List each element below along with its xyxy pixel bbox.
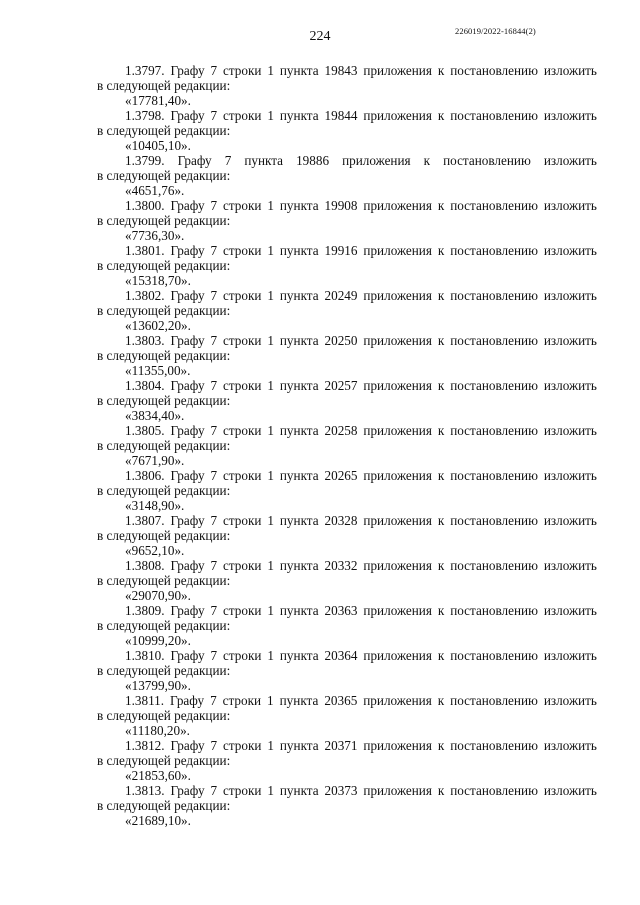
- instruction-word: пункта: [279, 63, 319, 78]
- continuation-text: в следующей редакции:: [97, 348, 231, 363]
- instruction-word: изложить: [543, 108, 597, 123]
- new-value: «3834,40».: [125, 408, 185, 423]
- instruction-word: постановлению: [450, 243, 538, 258]
- item-number: 1.3811.: [125, 693, 165, 708]
- item-number: 1.3806.: [125, 468, 165, 483]
- instruction-word: к: [437, 648, 445, 663]
- amendment-item: [97, 288, 597, 333]
- new-value: «4651,76».: [125, 183, 185, 198]
- item-number: 1.3807.: [125, 513, 165, 528]
- item-number: 1.3800.: [125, 198, 165, 213]
- instruction-word: Графу: [177, 153, 212, 168]
- instruction-word: строки: [222, 333, 262, 348]
- instruction-word: 7: [210, 558, 218, 573]
- continuation-text: в следующей редакции:: [97, 663, 231, 678]
- instruction-word: постановлению: [450, 648, 538, 663]
- instruction-word: пункта: [279, 378, 319, 393]
- page-number: 224: [309, 29, 331, 44]
- item-number: 1.3805.: [125, 423, 165, 438]
- new-value: «29070,90».: [125, 588, 191, 603]
- instruction-word: 1: [267, 693, 274, 708]
- new-value: «10999,20».: [125, 633, 191, 648]
- instruction-word: строки: [222, 513, 262, 528]
- instruction-word: изложить: [543, 423, 597, 438]
- instruction-word: 7: [210, 603, 218, 618]
- continuation-text: в следующей редакции:: [97, 573, 231, 588]
- continuation-text: в следующей редакции:: [97, 438, 231, 453]
- instruction-word: 7: [210, 198, 218, 213]
- instruction-word: 1: [267, 243, 274, 258]
- instruction-word: 1: [267, 333, 274, 348]
- instruction-word: Графу: [170, 603, 205, 618]
- amendment-instruction-line: [97, 648, 597, 663]
- instruction-word: изложить: [543, 558, 597, 573]
- instruction-word: Графу: [170, 423, 205, 438]
- instruction-word: 7: [210, 423, 218, 438]
- instruction-word: Графу: [170, 783, 205, 798]
- amendment-instruction-line: [97, 198, 597, 213]
- instruction-word: 1: [267, 558, 274, 573]
- instruction-word: пункта: [279, 198, 319, 213]
- instruction-word: 7: [210, 333, 218, 348]
- instruction-word: 7: [210, 63, 218, 78]
- new-value: «15318,70».: [125, 273, 191, 288]
- instruction-word: приложения: [363, 333, 432, 348]
- instruction-word: строки: [222, 423, 262, 438]
- item-number: 1.3810.: [125, 648, 165, 663]
- new-value: «13602,20».: [125, 318, 191, 333]
- instruction-word: строки: [222, 243, 262, 258]
- amendment-item: [97, 783, 597, 828]
- instruction-word: приложения: [363, 63, 432, 78]
- instruction-word: постановлению: [450, 333, 538, 348]
- instruction-word: пункта: [279, 333, 319, 348]
- instruction-word: строки: [222, 198, 262, 213]
- instruction-word: Графу: [170, 333, 205, 348]
- instruction-word: приложения: [363, 693, 432, 708]
- instruction-word: 1: [267, 288, 274, 303]
- continuation-text: в следующей редакции:: [97, 528, 231, 543]
- instruction-word: 20257: [324, 378, 358, 393]
- new-value: «7671,90».: [125, 453, 185, 468]
- item-number: 1.3802.: [125, 288, 165, 303]
- instruction-word: к: [437, 738, 445, 753]
- new-value: «7736,30».: [125, 228, 185, 243]
- instruction-word: приложения: [363, 648, 432, 663]
- item-number: 1.3808.: [125, 558, 165, 573]
- instruction-word: 20373: [324, 783, 358, 798]
- instruction-word: 1: [267, 423, 274, 438]
- amendment-instruction-line: [97, 783, 597, 798]
- amendment-instruction-line: [97, 558, 597, 573]
- amendment-item: [97, 243, 597, 288]
- amendment-item: [97, 378, 597, 423]
- instruction-word: постановлению: [450, 783, 538, 798]
- instruction-word: Графу: [170, 468, 205, 483]
- instruction-word: к: [437, 603, 445, 618]
- instruction-word: 20250: [324, 333, 358, 348]
- instruction-word: строки: [222, 603, 262, 618]
- instruction-word: пункта: [279, 783, 319, 798]
- instruction-word: к: [437, 378, 445, 393]
- instruction-word: строки: [222, 288, 262, 303]
- amendment-item: [97, 558, 597, 603]
- document-id: 226019/2022-16844(2): [455, 26, 536, 36]
- instruction-word: 7: [210, 783, 218, 798]
- instruction-word: приложения: [363, 738, 432, 753]
- item-number: 1.3812.: [125, 738, 165, 753]
- instruction-word: приложения: [363, 378, 432, 393]
- continuation-text: в следующей редакции:: [97, 213, 231, 228]
- instruction-word: к: [437, 333, 445, 348]
- instruction-word: к: [437, 423, 445, 438]
- instruction-word: 1: [267, 468, 274, 483]
- instruction-word: строки: [222, 468, 262, 483]
- amendment-instruction-line: [97, 603, 597, 618]
- instruction-word: постановлению: [450, 558, 538, 573]
- instruction-word: пункта: [279, 513, 319, 528]
- instruction-word: пункта: [279, 243, 319, 258]
- item-number: 1.3801.: [125, 243, 165, 258]
- instruction-word: строки: [222, 63, 262, 78]
- amendment-item: [97, 693, 597, 738]
- new-value: «10405,10».: [125, 138, 191, 153]
- amendment-item: [97, 153, 597, 198]
- instruction-word: изложить: [543, 783, 597, 798]
- instruction-word: 7: [210, 108, 218, 123]
- instruction-word: 20371: [324, 738, 358, 753]
- instruction-word: 1: [267, 513, 274, 528]
- instruction-word: 20258: [324, 423, 358, 438]
- instruction-word: к: [437, 513, 445, 528]
- instruction-word: к: [437, 468, 445, 483]
- amendment-instruction-line: [97, 423, 597, 438]
- instruction-word: пункта: [279, 108, 319, 123]
- instruction-word: изложить: [543, 243, 597, 258]
- instruction-word: 1: [267, 108, 274, 123]
- instruction-word: 1: [267, 378, 274, 393]
- instruction-word: 7: [210, 468, 218, 483]
- continuation-text: в следующей редакции:: [97, 753, 231, 768]
- instruction-word: 7: [210, 513, 218, 528]
- instruction-word: 1: [267, 603, 274, 618]
- instruction-word: к: [437, 288, 445, 303]
- instruction-word: постановлению: [450, 738, 538, 753]
- instruction-word: Графу: [170, 108, 205, 123]
- instruction-word: 7: [210, 288, 218, 303]
- instruction-word: 7: [210, 378, 218, 393]
- instruction-word: пункта: [279, 558, 319, 573]
- instruction-word: пункта: [279, 693, 319, 708]
- instruction-word: постановлению: [450, 468, 538, 483]
- amendment-item: [97, 468, 597, 513]
- instruction-word: приложения: [363, 468, 432, 483]
- instruction-word: Графу: [170, 513, 205, 528]
- new-value: «13799,90».: [125, 678, 191, 693]
- continuation-text: в следующей редакции:: [97, 483, 231, 498]
- instruction-word: к: [423, 153, 431, 168]
- instruction-word: изложить: [543, 378, 597, 393]
- instruction-word: 1: [267, 63, 274, 78]
- continuation-text: в следующей редакции:: [97, 78, 231, 93]
- instruction-word: Графу: [170, 378, 205, 393]
- instruction-word: пункта: [279, 603, 319, 618]
- amendment-item: [97, 738, 597, 783]
- continuation-text: в следующей редакции:: [97, 123, 231, 138]
- instruction-word: приложения: [363, 108, 432, 123]
- instruction-word: 19843: [324, 63, 358, 78]
- instruction-word: постановлению: [450, 198, 538, 213]
- instruction-word: постановлению: [450, 693, 538, 708]
- amendment-instruction-line: [97, 378, 597, 393]
- item-number: 1.3798.: [125, 108, 165, 123]
- instruction-word: пункта: [279, 468, 319, 483]
- instruction-word: 20265: [324, 468, 358, 483]
- instruction-word: изложить: [543, 603, 597, 618]
- instruction-word: 19844: [324, 108, 358, 123]
- instruction-word: приложения: [363, 243, 432, 258]
- item-number: 1.3797.: [125, 63, 165, 78]
- continuation-text: в следующей редакции:: [97, 708, 231, 723]
- instruction-word: Графу: [170, 243, 205, 258]
- instruction-word: постановлению: [450, 378, 538, 393]
- amendment-instruction-line: [97, 693, 597, 708]
- instruction-word: постановлению: [450, 108, 538, 123]
- instruction-word: 7: [210, 648, 218, 663]
- amendment-item: [97, 423, 597, 468]
- instruction-word: Графу: [170, 693, 205, 708]
- amendment-item: [97, 648, 597, 693]
- instruction-word: 7: [224, 153, 232, 168]
- continuation-text: в следующей редакции:: [97, 393, 231, 408]
- instruction-word: к: [437, 198, 445, 213]
- item-number: 1.3809.: [125, 603, 165, 618]
- instruction-word: приложения: [363, 198, 432, 213]
- instruction-word: изложить: [543, 198, 597, 213]
- instruction-word: 19908: [324, 198, 358, 213]
- instruction-word: приложения: [363, 423, 432, 438]
- instruction-word: постановлению: [450, 513, 538, 528]
- instruction-word: постановлению: [450, 63, 538, 78]
- instruction-word: приложения: [363, 513, 432, 528]
- document-body: [97, 63, 597, 828]
- new-value: «11180,20».: [125, 723, 190, 738]
- new-value: «21689,10».: [125, 813, 191, 828]
- instruction-word: постановлению: [443, 153, 531, 168]
- item-number: 1.3804.: [125, 378, 165, 393]
- instruction-word: приложения: [363, 288, 432, 303]
- new-value: «21853,60».: [125, 768, 191, 783]
- instruction-word: к: [437, 108, 445, 123]
- instruction-word: пункта: [279, 288, 319, 303]
- amendment-instruction-line: [97, 63, 597, 78]
- instruction-word: 19886: [296, 153, 330, 168]
- new-value: «11355,00».: [125, 363, 191, 378]
- instruction-word: 1: [267, 738, 274, 753]
- instruction-word: пункта: [279, 738, 319, 753]
- continuation-text: в следующей редакции:: [97, 303, 231, 318]
- instruction-word: 19916: [324, 243, 358, 258]
- item-number: 1.3813.: [125, 783, 165, 798]
- continuation-text: в следующей редакции:: [97, 618, 231, 633]
- instruction-word: 7: [210, 243, 218, 258]
- instruction-word: приложения: [363, 783, 432, 798]
- instruction-word: 20365: [324, 693, 358, 708]
- instruction-word: приложения: [342, 153, 411, 168]
- continuation-text: в следующей редакции:: [97, 258, 231, 273]
- instruction-word: изложить: [543, 513, 597, 528]
- amendment-instruction-line: [97, 738, 597, 753]
- amendment-instruction-line: [97, 513, 597, 528]
- instruction-word: 20328: [324, 513, 358, 528]
- instruction-word: Графу: [170, 558, 205, 573]
- instruction-word: изложить: [543, 288, 597, 303]
- amendment-instruction-line: [97, 288, 597, 303]
- amendment-item: [97, 603, 597, 648]
- instruction-word: 1: [267, 648, 274, 663]
- instruction-word: 7: [210, 693, 217, 708]
- instruction-word: 20364: [324, 648, 358, 663]
- continuation-text: в следующей редакции:: [97, 168, 231, 183]
- instruction-word: строки: [222, 648, 262, 663]
- instruction-word: 1: [267, 198, 274, 213]
- instruction-word: пункта: [279, 648, 319, 663]
- instruction-word: изложить: [543, 648, 597, 663]
- instruction-word: изложить: [543, 333, 597, 348]
- instruction-word: строки: [222, 693, 262, 708]
- amendment-instruction-line: [97, 243, 597, 258]
- instruction-word: к: [437, 693, 445, 708]
- item-number: 1.3803.: [125, 333, 165, 348]
- instruction-word: 20249: [324, 288, 358, 303]
- instruction-word: Графу: [170, 738, 205, 753]
- instruction-word: строки: [222, 783, 262, 798]
- amendment-item: [97, 333, 597, 378]
- instruction-word: строки: [222, 738, 262, 753]
- instruction-word: к: [437, 63, 445, 78]
- amendment-instruction-line: [97, 468, 597, 483]
- instruction-word: пункта: [244, 153, 284, 168]
- amendment-item: [97, 108, 597, 153]
- new-value: «3148,90».: [125, 498, 185, 513]
- amendment-item: [97, 513, 597, 558]
- instruction-word: постановлению: [450, 423, 538, 438]
- instruction-word: 20332: [324, 558, 358, 573]
- instruction-word: изложить: [543, 63, 597, 78]
- amendment-item: [97, 198, 597, 243]
- new-value: «9652,10».: [125, 543, 185, 558]
- amendment-instruction-line: [97, 153, 597, 168]
- instruction-word: 7: [210, 738, 218, 753]
- new-value: «17781,40».: [125, 93, 191, 108]
- instruction-word: Графу: [170, 63, 205, 78]
- instruction-word: постановлению: [450, 603, 538, 618]
- instruction-word: к: [437, 783, 445, 798]
- amendment-instruction-line: [97, 108, 597, 123]
- instruction-word: строки: [222, 378, 262, 393]
- instruction-word: Графу: [170, 288, 205, 303]
- instruction-word: 1: [267, 783, 274, 798]
- instruction-word: строки: [222, 558, 262, 573]
- instruction-word: изложить: [543, 693, 597, 708]
- instruction-word: приложения: [363, 603, 432, 618]
- instruction-word: приложения: [363, 558, 432, 573]
- instruction-word: 20363: [324, 603, 358, 618]
- continuation-text: в следующей редакции:: [97, 798, 231, 813]
- amendment-instruction-line: [97, 333, 597, 348]
- instruction-word: строки: [222, 108, 262, 123]
- instruction-word: изложить: [543, 468, 597, 483]
- instruction-word: Графу: [170, 648, 205, 663]
- instruction-word: Графу: [170, 198, 205, 213]
- instruction-word: к: [437, 243, 445, 258]
- instruction-word: постановлению: [450, 288, 538, 303]
- instruction-word: изложить: [543, 153, 597, 168]
- amendment-item: [97, 63, 597, 108]
- instruction-word: пункта: [279, 423, 319, 438]
- instruction-word: изложить: [543, 738, 597, 753]
- instruction-word: к: [437, 558, 445, 573]
- item-number: 1.3799.: [125, 153, 165, 168]
